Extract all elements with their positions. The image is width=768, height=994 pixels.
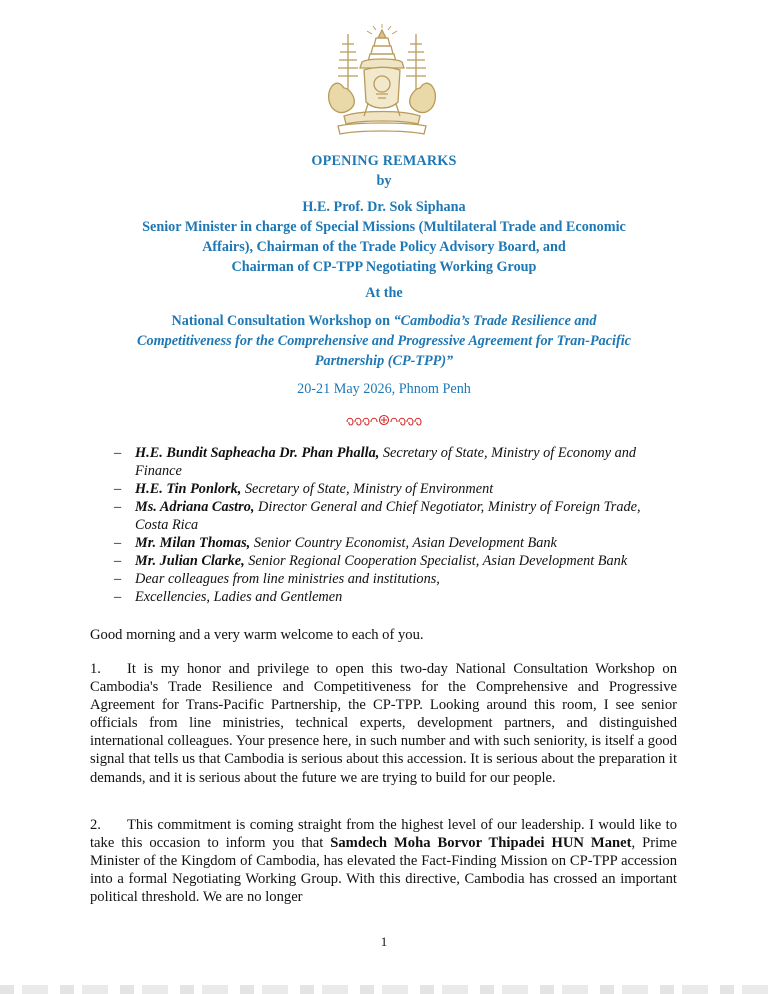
attendee-title: Senior Regional Cooperation Specialist, Asian Development Bank	[244, 553, 628, 569]
document-title: OPENING REMARKS	[311, 153, 457, 169]
list-item	[112, 444, 672, 480]
list-item	[112, 552, 672, 570]
attendee-name: H.E. Tin Ponlork,	[135, 481, 242, 497]
prime-minister-name: Samdech Moha Borvor Thipadei HUN Manet	[330, 835, 632, 852]
attendee-name: Mr. Julian Clarke,	[135, 553, 245, 569]
next-page-edge	[0, 985, 768, 994]
speaker-role-line-2: Affairs), Chairman of the Trade Policy Advisory Board, and	[202, 239, 566, 255]
paragraph-number: 2.	[90, 817, 101, 833]
attendee-title: Excellencies, Ladies and Gentlemen	[135, 589, 343, 605]
speaker-name: H.E. Prof. Dr. Sok Siphana	[302, 199, 466, 215]
list-item	[112, 498, 672, 534]
paragraph-1	[90, 660, 677, 787]
list-item	[112, 570, 672, 588]
paragraph-text: This commitment is coming straight from the highest level of our leadership. I would like to take this occasion to inform you that	[90, 817, 677, 852]
list-item	[112, 534, 672, 552]
attendee-title: Secretary of State, Ministry of Environment	[241, 481, 494, 497]
page-number: 1	[380, 934, 388, 949]
at-the-line: At the	[365, 285, 403, 301]
date-place: 20-21 May 2026, Phnom Penh	[297, 381, 471, 397]
list-item	[112, 588, 672, 606]
paragraph-text-cont: , Prime Minister of the Kingdom of Cambodia, has elevated the Fact-Finding Mission on CP-TPP accession into a formal Negotiating Working Group. With this directive, Cambodia has crossed an important political threshold. We are no longer	[90, 835, 677, 906]
attendee-title: Dear colleagues from line ministries and institutions,	[135, 571, 440, 587]
royal-coat-of-arms-icon	[318, 24, 446, 144]
by-line: by	[376, 173, 392, 189]
paragraph-text: It is my honor and privilege to open this two-day National Consultation Workshop on Cambodia's Trade Resilience and Competitiveness for the Comprehensive and Progressive Agreement for Trans-Pacific Partnership, the CP-TPP. Looking around this room, I see senior officials from line ministries, technical experts, development partners, and distinguished international colleagues. Your presence here, in such number and with such seniority, is itself a good signal that tells us that Cambodia is serious about this accession. It is serious about the preparation it demands, and it is serious about the future we are trying to build for our people.	[90, 661, 677, 786]
attendee-name: Ms. Adriana Castro,	[135, 499, 255, 515]
speaker-role-line-1: Senior Minister in charge of Special Missions (Multilateral Trade and Economic	[142, 219, 626, 235]
attendee-title: Senior Country Economist, Asian Development Bank	[250, 535, 557, 551]
list-item	[112, 480, 672, 498]
attendee-name: H.E. Bundit Sapheacha Dr. Phan Phalla,	[135, 445, 380, 461]
attendee-name: Mr. Milan Thomas,	[135, 535, 251, 551]
event-prefix: National Consultation Workshop on	[171, 313, 394, 329]
event-title-part-1: “Cambodia’s Trade Resilience and	[393, 313, 597, 329]
attendee-title: Secretary of State, Ministry of Economy and Finance	[135, 445, 637, 479]
attendee-list	[112, 444, 672, 606]
paragraph-number: 1.	[90, 661, 101, 677]
event-title-line-2: Competitiveness for the Comprehensive and Progressive Agreement for Tran-Pacific	[137, 333, 631, 349]
event-title-line-3: Partnership (CP-TPP)”	[314, 353, 454, 369]
paragraph-2	[90, 816, 677, 906]
event-title-line-1	[0, 312, 768, 331]
khmer-ornament-icon	[345, 412, 423, 428]
greeting: Good morning and a very warm welcome to each of you.	[90, 627, 424, 643]
attendee-title: Director General and Chief Negotiator, Ministry of Foreign Trade, Costa Rica	[135, 499, 641, 533]
speaker-role-line-3: Chairman of CP-TPP Negotiating Working Group	[231, 259, 537, 275]
